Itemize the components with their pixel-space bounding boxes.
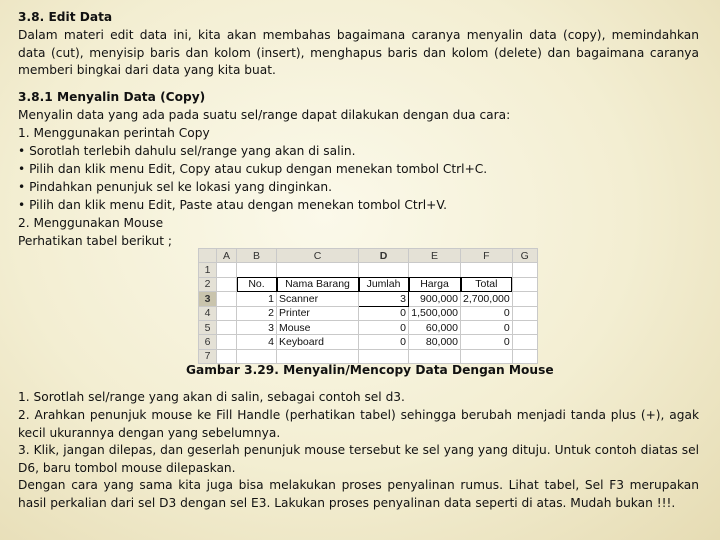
- cell: 0: [359, 335, 409, 349]
- cell: Scanner: [277, 292, 359, 306]
- cell: 2,700,000: [461, 292, 513, 306]
- bullet-item: • Pilih dan klik menu Edit, Copy atau cukup dengan menekan tombol Ctrl+C.: [18, 162, 488, 176]
- cell: [359, 263, 409, 277]
- cell: [512, 335, 537, 349]
- spreadsheet-figure: [198, 248, 538, 364]
- column-header-row: [199, 249, 538, 263]
- cell: 60,000: [409, 320, 461, 334]
- cell: [217, 277, 237, 291]
- cell: [409, 263, 461, 277]
- column-header: F: [461, 249, 513, 263]
- cell: 80,000: [409, 335, 461, 349]
- cell: [217, 335, 237, 349]
- step-paragraph: 2. Arahkan penunjuk mouse ke Fill Handle (perhatikan tabel) sehingga berubah menjadi tanda plus (+), agak kecil ukurannya dengan yang sebelumnya.: [18, 408, 699, 440]
- table-header-row: [199, 277, 538, 291]
- cell: Printer: [277, 306, 359, 320]
- header-cell: Nama Barang: [277, 277, 359, 291]
- column-header: G: [512, 249, 537, 263]
- bullet-item: • Pilih dan klik menu Edit, Paste atau dengan menekan tombol Ctrl+V.: [18, 198, 447, 212]
- cell: [512, 292, 537, 306]
- cell: 0: [461, 335, 513, 349]
- row-header: 6: [199, 335, 217, 349]
- column-header: A: [217, 249, 237, 263]
- cell: 0: [359, 306, 409, 320]
- selected-cell: 3: [359, 292, 409, 306]
- row-header: 5: [199, 320, 217, 334]
- text-line: 2. Menggunakan Mouse: [18, 216, 164, 230]
- cell: [237, 263, 277, 277]
- step-paragraph: 3. Klik, jangan dilepas, dan geserlah penunjuk mouse tersebut ke sel yang yang dituju. Untuk contoh diatas sel D6, baru tombol mouse dilepaskan.: [18, 443, 699, 475]
- table-row: [199, 306, 538, 320]
- row-header: 7: [199, 349, 217, 363]
- cell: 3: [237, 320, 277, 334]
- cell: [512, 306, 537, 320]
- step-paragraph: 1. Sorotlah sel/range yang akan di salin, sebagai contoh sel d3.: [18, 390, 405, 404]
- row-header: 4: [199, 306, 217, 320]
- table-row: [199, 320, 538, 334]
- cell: [512, 320, 537, 334]
- table-row: [199, 292, 538, 306]
- cell: Keyboard: [277, 335, 359, 349]
- cell: 0: [359, 320, 409, 334]
- corner-cell: [199, 249, 217, 263]
- row-header: 1: [199, 263, 217, 277]
- column-header-selected: D: [359, 249, 409, 263]
- cell: [217, 306, 237, 320]
- figure-caption: Gambar 3.29. Menyalin/Mencopy Data Dengan Mouse: [186, 363, 554, 377]
- subsection-title: 3.8.1 Menyalin Data (Copy): [18, 90, 206, 104]
- cell: [461, 263, 513, 277]
- cell: Mouse: [277, 320, 359, 334]
- text-line: 1. Menggunakan perintah Copy: [18, 126, 210, 140]
- cell: [217, 320, 237, 334]
- column-header: E: [409, 249, 461, 263]
- cell: 1: [237, 292, 277, 306]
- cell: 0: [461, 306, 513, 320]
- row-header: 2: [199, 277, 217, 291]
- header-cell: Jumlah: [359, 277, 409, 291]
- header-cell: Total: [461, 277, 513, 291]
- bullet-item: • Sorotlah terlebih dahulu sel/range yang akan di salin.: [18, 144, 356, 158]
- cell: [217, 263, 237, 277]
- text-line: Perhatikan tabel berikut ;: [18, 234, 173, 248]
- table-row: [199, 335, 538, 349]
- cell: [277, 263, 359, 277]
- cell: [512, 263, 537, 277]
- cell: 900,000: [409, 292, 461, 306]
- closing-paragraph: Dengan cara yang sama kita juga bisa melakukan proses penyalinan rumus. Lihat tabel, Sel F3 merupakan hasil perkalian dari sel D3 dengan sel E3. Lakukan proses penyalinan data seperti di atas. Mudah bukan !!!.: [18, 478, 699, 510]
- header-cell: Harga: [409, 277, 461, 291]
- cell: 4: [237, 335, 277, 349]
- text-line: Menyalin data yang ada pada suatu sel/range dapat dilakukan dengan dua cara:: [18, 108, 511, 122]
- cell: 0: [461, 320, 513, 334]
- cell: 1,500,000: [409, 306, 461, 320]
- row-header-selected: 3: [199, 292, 217, 306]
- column-header: C: [277, 249, 359, 263]
- section-title: 3.8. Edit Data: [18, 10, 113, 24]
- cell: [217, 292, 237, 306]
- bullet-item: • Pindahkan penunjuk sel ke lokasi yang dinginkan.: [18, 180, 333, 194]
- header-cell: No.: [237, 277, 277, 291]
- cell: [512, 277, 537, 291]
- intro-paragraph: Dalam materi edit data ini, kita akan membahas bagaimana caranya menyalin data (copy), memindahkan data (cut), menyisip baris dan kolom (insert), menghapus baris dan kolom (delete) dan bagaimana caranya memberi bingkai dari data yang kita buat.: [18, 28, 699, 77]
- column-header: B: [237, 249, 277, 263]
- cell: 2: [237, 306, 277, 320]
- table-row: [199, 263, 538, 277]
